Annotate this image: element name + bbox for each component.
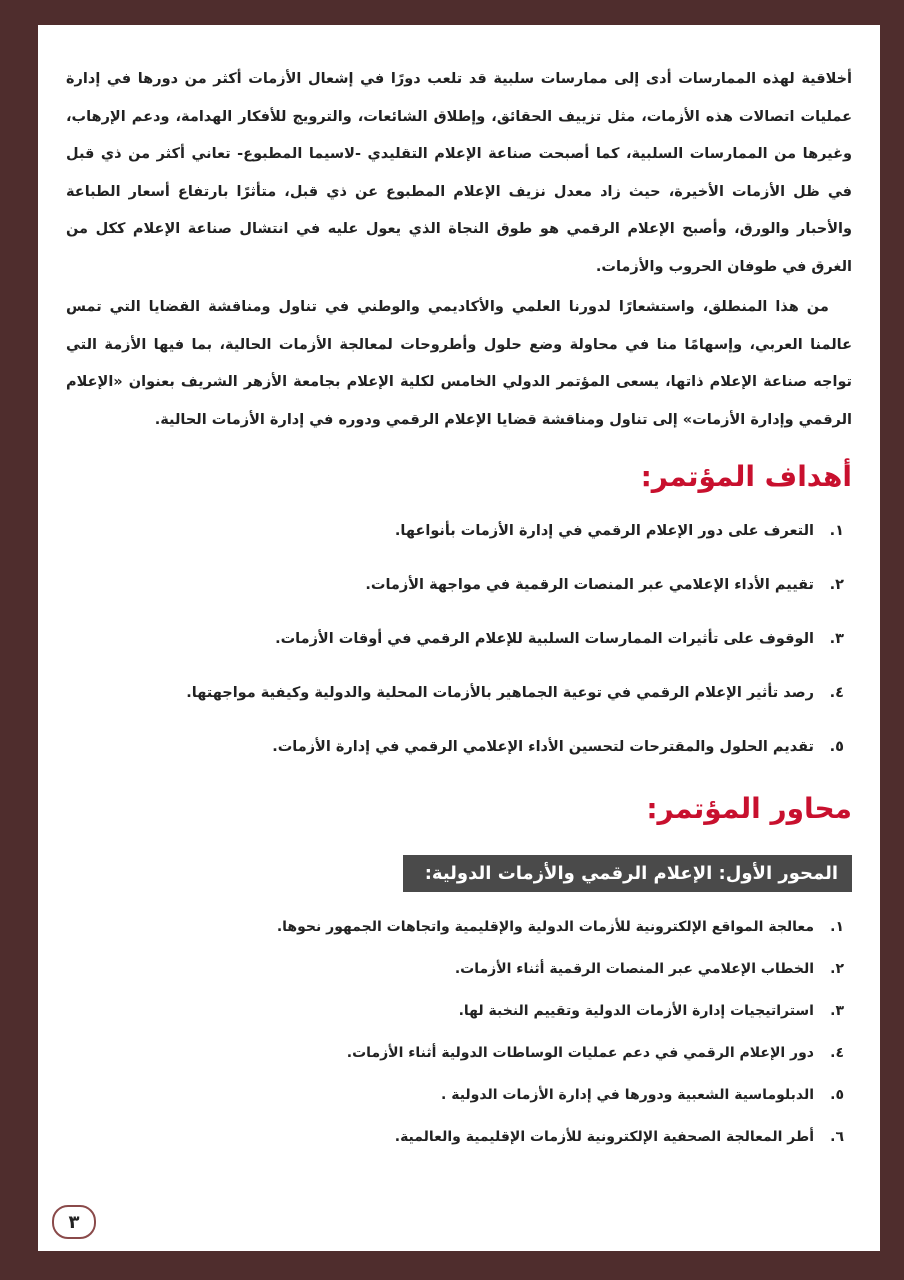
item-number: ٤.	[830, 1045, 844, 1061]
item-number: ٢.	[830, 961, 844, 977]
item-number: ٣.	[830, 1003, 844, 1019]
item-text: الوقوف على تأثيرات الممارسات السلبية للإعلام الرقمي في أوقات الأزمات.	[275, 631, 814, 647]
item-text: رصد تأثير الإعلام الرقمي في توعية الجماهير بالأزمات المحلية والدولية وكيفية مواجهتها.	[186, 685, 814, 701]
item-text: أطر المعالجة الصحفية الإلكترونية للأزمات الإقليمية والعالمية.	[394, 1129, 814, 1145]
list-item	[66, 627, 844, 651]
list-item	[66, 573, 844, 597]
item-text: استراتيجيات إدارة الأزمات الدولية وتقييم النخبة لها.	[458, 1003, 814, 1019]
goals-list	[66, 519, 844, 759]
context-paragraph: من هذا المنطلق، واستشعارًا لدورنا العلمي والأكاديمي والوطني في تناول ومناقشة القضايا التي تمس عالمنا العربي، وإسهامًا منا في محاولة وضع حلول وأطروحات لمعالجة الأزمات الحالية، بما فيها الأزمة التي تواجه صناعة الإعلام ذاتها، يسعى المؤتمر الدولي الخامس لكلية الإعلام بجامعة الأزهر الشريف بعنوان «الإعلام الرقمي وإدارة الأزمات» إلى تناول ومناقشة قضايا الإعلام الرقمي ودوره في إدارة الأزمات الحالية.	[66, 299, 852, 428]
item-number: ٤.	[829, 685, 844, 701]
item-number: ١.	[829, 523, 844, 539]
axes-list	[66, 916, 844, 1148]
item-number: ٢.	[829, 577, 844, 593]
intro-paragraph: أخلاقية لهذه الممارسات أدى إلى ممارسات سلبية قد تلعب دورًا في إشعال الأزمات أكثر من دورها في إدارة عمليات اتصالات هذه الأزمات، مثل تزييف الحقائق، وإطلاق الشائعات، والترويج للأفكار الهدامة، ودعم الإرهاب، وغيرها من الممارسات السلبية، كما أصبحت صناعة الإعلام التقليدي -لاسيما المطبوع- تعاني أكثر من ذي قبل في ظل الأزمات الأخيرة، حيث زاد معدل نزيف الإعلام المطبوع عن ذي قبل، متأثرًا بارتفاع أسعار الطباعة والأحبار والورق، وأصبح الإعلام الرقمي هو طوق النجاة الذي يعول عليه في انتشال صناعة الإعلام ككل من الغرق في طوفان الحروب والأزمات.	[66, 71, 852, 275]
item-text: التعرف على دور الإعلام الرقمي في إدارة الأزمات بأنواعها.	[394, 523, 814, 539]
item-number: ١.	[830, 919, 844, 935]
list-item	[66, 1042, 844, 1064]
list-item	[66, 916, 844, 938]
list-item	[66, 735, 844, 759]
item-text: معالجة المواقع الإلكترونية للأزمات الدولية والإقليمية واتجاهات الجمهور نحوها.	[276, 919, 814, 935]
item-text: الدبلوماسية الشعبية ودورها في إدارة الأزمات الدولية .	[441, 1087, 814, 1103]
item-text: دور الإعلام الرقمي في دعم عمليات الوساطات الدولية أثناء الأزمات.	[346, 1045, 814, 1061]
first-axis-title: المحور الأول: الإعلام الرقمي والأزمات الدولية:	[403, 855, 852, 892]
document-page	[38, 25, 880, 1251]
item-number: ٦.	[830, 1129, 844, 1145]
item-text: تقديم الحلول والمقترحات لتحسين الأداء الإعلامي الرقمي في إدارة الأزمات.	[272, 739, 814, 755]
goals-heading: أهداف المؤتمر:	[640, 460, 852, 493]
list-item	[66, 958, 844, 980]
list-item	[66, 1084, 844, 1106]
axes-heading: محاور المؤتمر:	[646, 792, 852, 825]
page-number: ٣	[52, 1205, 96, 1239]
item-text: تقييم الأداء الإعلامي عبر المنصات الرقمية في مواجهة الأزمات.	[365, 577, 814, 593]
list-item	[66, 1126, 844, 1148]
list-item	[66, 1000, 844, 1022]
item-number: ٥.	[829, 739, 844, 755]
list-item	[66, 681, 844, 705]
item-number: ٣.	[829, 631, 844, 647]
item-number: ٥.	[830, 1087, 844, 1103]
list-item	[66, 519, 844, 543]
page-content	[66, 61, 852, 1168]
item-text: الخطاب الإعلامي عبر المنصات الرقمية أثناء الأزمات.	[454, 961, 814, 977]
